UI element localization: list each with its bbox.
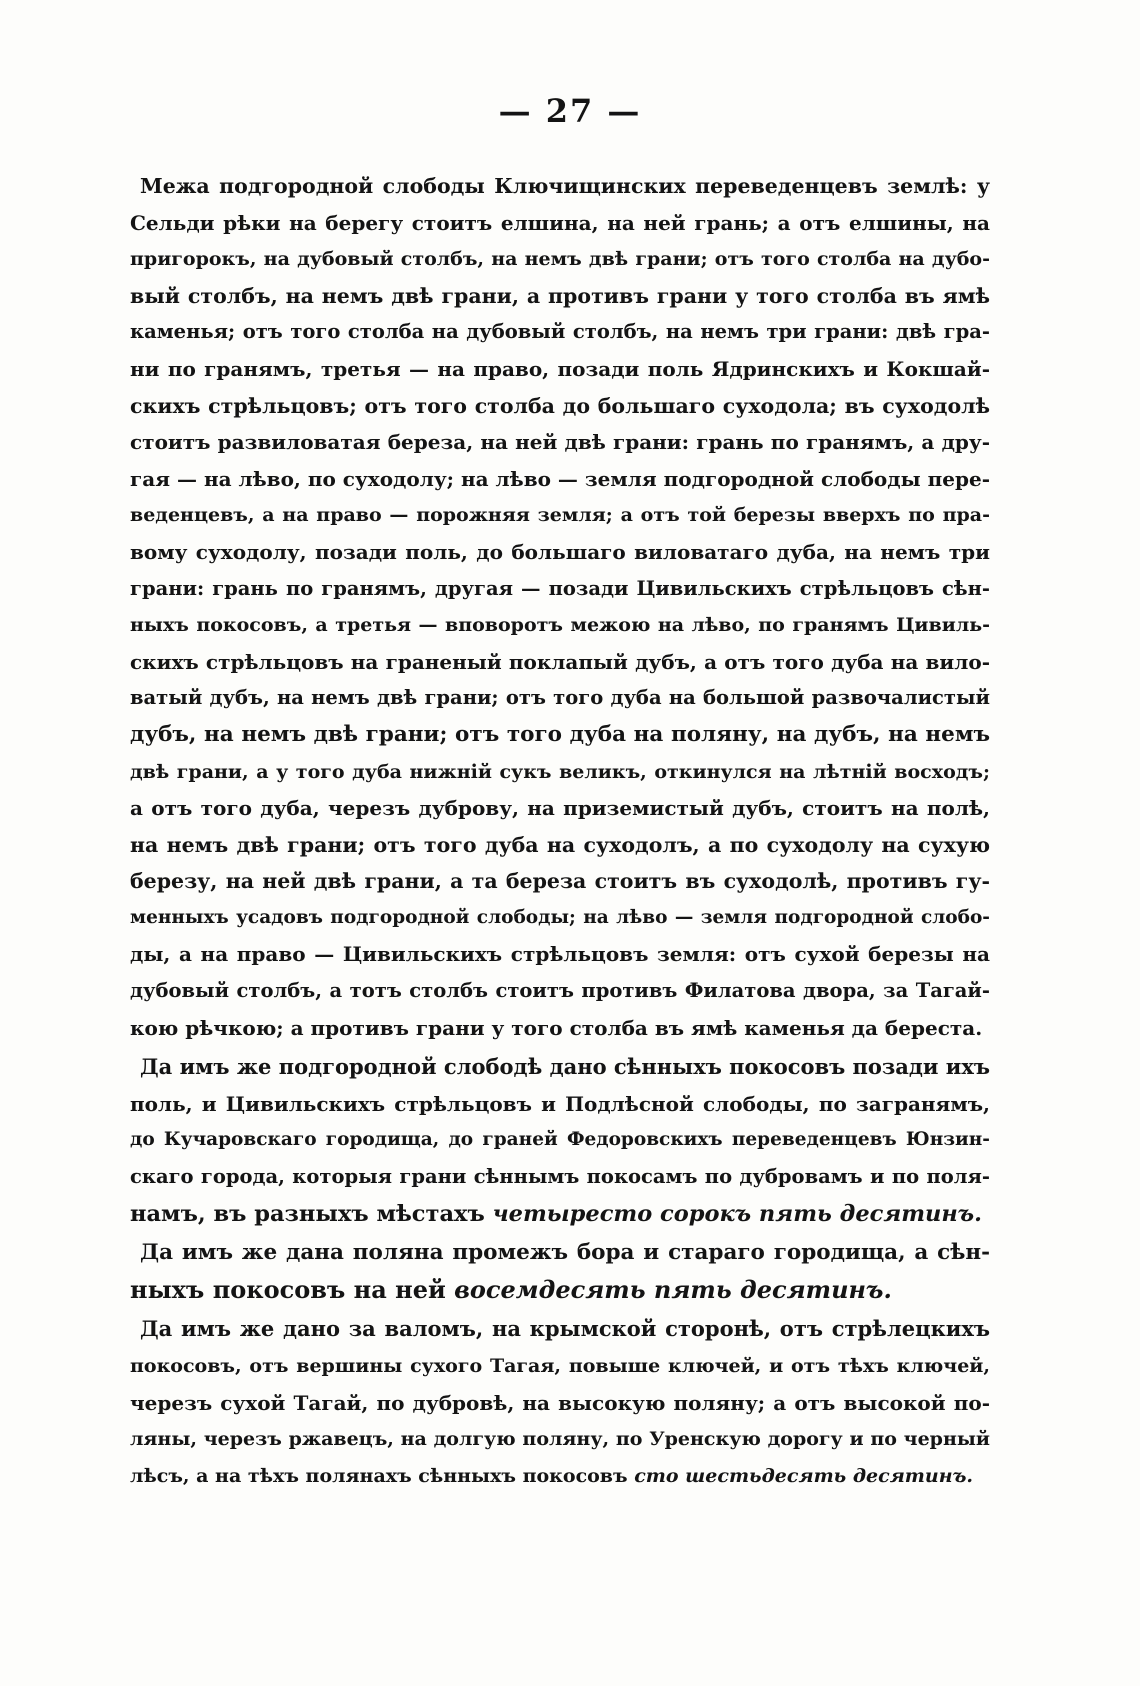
paragraph-4 bbox=[130, 1311, 990, 1494]
text-line: пригорокъ, на дубовый столбъ, на немъ двѣ грани; отъ того столба на дубо- bbox=[130, 248, 990, 271]
text-line: кою рѣчкою; а противъ грани у того столба въ ямѣ каменья да береста. bbox=[130, 1015, 983, 1040]
text-line: ватый дубъ, на немъ двѣ грани; отъ того дуба на большой развочалистый bbox=[130, 686, 990, 710]
plain-text: намъ, въ разныхъ мѣстахъ bbox=[130, 1200, 485, 1227]
paragraph-2 bbox=[130, 1049, 990, 1232]
text-line: поль, и Цивильскихъ стрѣльцовъ и Подлѣсной слободы, по загранямъ, bbox=[130, 1091, 990, 1116]
italic-amount: четыресто сорокъ пять десятинъ. bbox=[492, 1200, 983, 1227]
plain-text: лѣсъ, а на тѣхъ полянахъ сѣнныхъ покосовъ bbox=[130, 1464, 628, 1487]
text-line: а отъ того дуба, черезъ дуброву, на приземистый дубъ, стоитъ на полѣ, bbox=[130, 796, 990, 821]
text-line: березу, на ней двѣ грани, а та береза стоитъ въ суходолѣ, противъ гу- bbox=[130, 869, 990, 894]
text-line: Сельди рѣки на берегу стоитъ елшина, на ней грань; а отъ елшины, на bbox=[130, 210, 990, 235]
text-line: стоитъ развиловатая береза, на ней двѣ грани: грань по гранямъ, а дру- bbox=[130, 430, 990, 455]
text-line-final bbox=[130, 1458, 990, 1495]
plain-text: ныхъ покосовъ на ней bbox=[130, 1274, 446, 1304]
text-line: черезъ сухой Тагай, по дубровѣ, на высокую поляну; а отъ высокой по- bbox=[130, 1390, 990, 1415]
text-line: покосовъ, отъ вершины сухого Тагая, повыше ключей, и отъ тѣхъ ключей, bbox=[130, 1355, 990, 1377]
text-line: Да имъ же дано за валомъ, на крымской сторонѣ, отъ стрѣлецкихъ bbox=[140, 1316, 990, 1342]
paragraph-3 bbox=[130, 1235, 990, 1308]
text-line: менныхъ усадовъ подгородной слободы; на лѣво — земля подгородной слобо- bbox=[130, 906, 990, 928]
page-number: — 27 — bbox=[498, 92, 642, 130]
text-line: грани: грань по гранямъ, другая — позади Цивильскихъ стрѣльцовъ сѣн- bbox=[130, 576, 990, 600]
text-line: вому суходолу, позади поль, до большаго виловатаго дуба, на немъ три bbox=[130, 539, 990, 564]
text-line: до Кучаровскаго городища, до граней Федоровскихъ переведенцевъ Юнзин- bbox=[130, 1129, 990, 1151]
text-line: на немъ двѣ грани; отъ того дуба на суходолъ, а по суходолу на сухую bbox=[130, 832, 990, 857]
text-line: каменья; отъ того столба на дубовый столбъ, на немъ три грани: двѣ гра- bbox=[130, 320, 990, 344]
text-line: Да имъ же подгородной слободѣ дано сѣнныхъ покосовъ позади ихъ bbox=[140, 1054, 990, 1080]
text-line: дубовый столбъ, а тотъ столбъ стоитъ противъ Филатова двора, за Тагай- bbox=[130, 979, 990, 1003]
text-line: Да имъ же дана поляна промежъ бора и стараго городища, а сѣн- bbox=[140, 1240, 990, 1266]
text-line: скихъ стрѣльцовъ на граненый поклапый дубъ, а отъ того дуба на вило- bbox=[130, 649, 990, 674]
text-line-final bbox=[130, 1272, 990, 1309]
text-line: вый столбъ, на немъ двѣ грани, а противъ грани у того столба въ ямѣ bbox=[130, 283, 990, 308]
body-text bbox=[130, 168, 990, 1494]
text-line: Межа подгородной слободы Ключищинских переведенцевъ землѣ: у bbox=[140, 174, 990, 198]
text-line: гая — на лѣво, по суходолу; на лѣво — земля подгородной слободы пере- bbox=[130, 466, 990, 491]
text-line-final bbox=[130, 1196, 990, 1233]
italic-amount: сто шестьдесять десятинъ. bbox=[634, 1464, 974, 1487]
text-line: ни по гранямъ, третья — на право, позади поль Ядринскихъ и Кокшай- bbox=[130, 356, 990, 381]
text-line: ды, а на право — Цивильскихъ стрѣльцовъ земля: отъ сухой березы на bbox=[130, 942, 990, 967]
text-line: веденцевъ, а на право — порожняя земля; а отъ той березы вверхъ по пра- bbox=[130, 504, 990, 527]
text-line: дубъ, на немъ двѣ грани; отъ того дуба на поляну, на дубъ, на немъ bbox=[130, 721, 990, 747]
text-line: двѣ грани, а у того дуба нижній сукъ великъ, откинулся на лѣтній восходъ; bbox=[130, 760, 990, 783]
text-line: скаго города, которыя грани сѣннымъ покосамъ по дубровамъ и по поля- bbox=[130, 1165, 990, 1189]
text-line: ныхъ покосовъ, а третья — вповоротъ межою на лѣво, по гранямъ Цивиль- bbox=[130, 614, 990, 637]
text-line: ляны, черезъ ржавецъ, на долгую поляну, по Уренскую дорогу и по черный bbox=[130, 1428, 990, 1451]
italic-amount: восемдесять пять десятинъ. bbox=[454, 1274, 892, 1304]
paragraph-1 bbox=[130, 168, 990, 1046]
text-line: скихъ стрѣльцовъ; отъ того столба до большаго суходола; въ суходолѣ bbox=[130, 393, 990, 418]
